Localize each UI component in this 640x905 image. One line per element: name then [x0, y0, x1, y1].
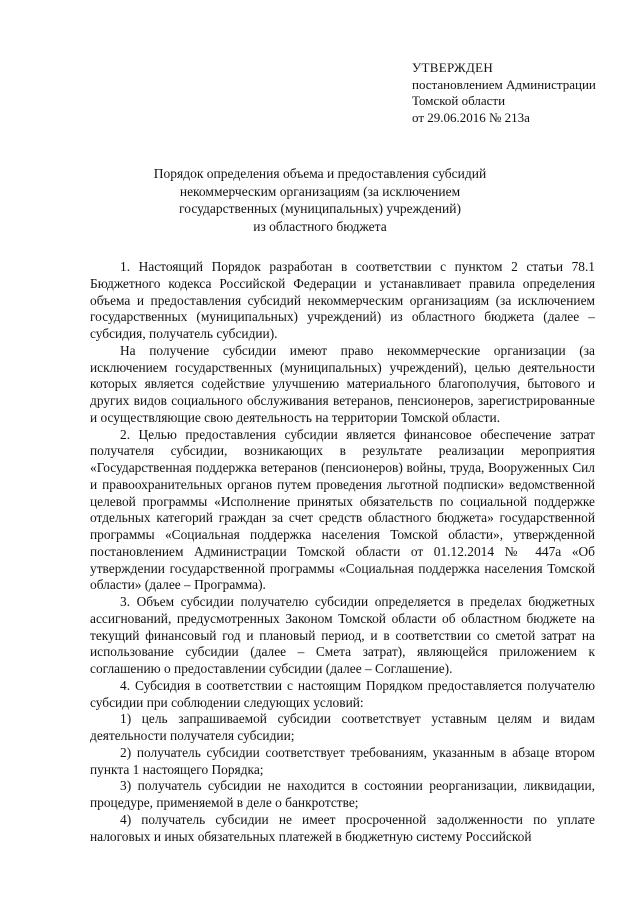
approval-line: постановлением Администрации [412, 76, 596, 92]
condition-3: 3) получатель субсидии не находится в состоянии реорганизации, ликвидации, процедуре, применяемой в деле о банкротстве; [90, 778, 595, 810]
condition-4: 4) получатель субсидии не имеет просроченной задолженности по уплате налоговых и иных обязательных платежей в бюджетную систему Российской [90, 811, 595, 844]
approval-stamp [412, 60, 632, 126]
paragraph-1: 1. Настоящий Порядок разработан в соответствии с пунктом 2 статьи 78.1 Бюджетного кодекса Российской Федерации и устанавливает правила определения объема и предоставления субсидий некоммерческим организациям (за исключением государственных (муниципальных) учреждений) из областного бюджета (далее – субсидия, получатель субсидии). [90, 259, 595, 341]
condition-1: 1) цель запрашиваемой субсидии соответствует уставным целям и видам деятельности получателя субсидии; [90, 711, 595, 743]
title-line: Порядок определения объема и предоставления субсидий [153, 166, 487, 181]
approval-line: Томской области [412, 93, 506, 108]
title-line: из областного бюджета [253, 218, 387, 234]
title-line: некоммерческим организациям (за исключением [179, 183, 461, 199]
document-body [90, 259, 595, 845]
title-line: государственных (муниципальных) учреждений) [179, 201, 461, 216]
paragraph-3: 3. Объем субсидии получателю субсидии определяется в пределах бюджетных ассигнований, предусмотренных Законом Томской области об областном бюджете на текущий финансовый год и плановый период, и в соответствии со сметой затрат на использование субсидии (далее – Смета затрат), являющейся приложением к соглашению о предоставлении субсидии (далее – Соглашение). [90, 594, 595, 676]
approval-date-line: от 29.06.2016 № 213а [412, 109, 530, 125]
paragraph-2: 2. Целью предоставления субсидии является финансовое обеспечение затрат получателя субсидии, возникающих в результате реализации мероприятия «Государственная поддержка ветеранов (пенсионеров) войны, труда, Вооруженных Сил и правоохранительных органов путем проведения льготной подписки» ведомственной целевой программы «Исполнение принятых обязательств по социальной поддержке отдельных категорий граждан за счет средств областного бюджета» государственной программы «Социальная поддержка населения Томской области», утвержденной постановлением Администрации Томской области от 01.12.2014 № 447а «Об утверждении государственной программы «Социальная поддержка населения Томской области» (далее – Программа). [90, 426, 595, 593]
paragraph-4: 4. Субсидия в соответствии с настоящим Порядком предоставляется получателю субсидии при соблюдении следующих условий: [90, 677, 595, 710]
paragraph-eligibility: На получение субсидии имеют право некоммерческие организации (за исключением государственных (муниципальных) учреждений), целью деятельности которых является содействие улучшению материального благополучия, бытового и других видов социального обслуживания ветеранов, пенсионеров, зарегистрированные и осуществляющие свою деятельность на территории Томской области. [90, 342, 595, 425]
condition-2: 2) получатель субсидии соответствует требованиям, указанным в абзаце втором пункта 1 настоящего Порядка; [90, 744, 595, 777]
approval-heading: УТВЕРЖДЕН [412, 60, 494, 75]
document-title [140, 165, 500, 235]
